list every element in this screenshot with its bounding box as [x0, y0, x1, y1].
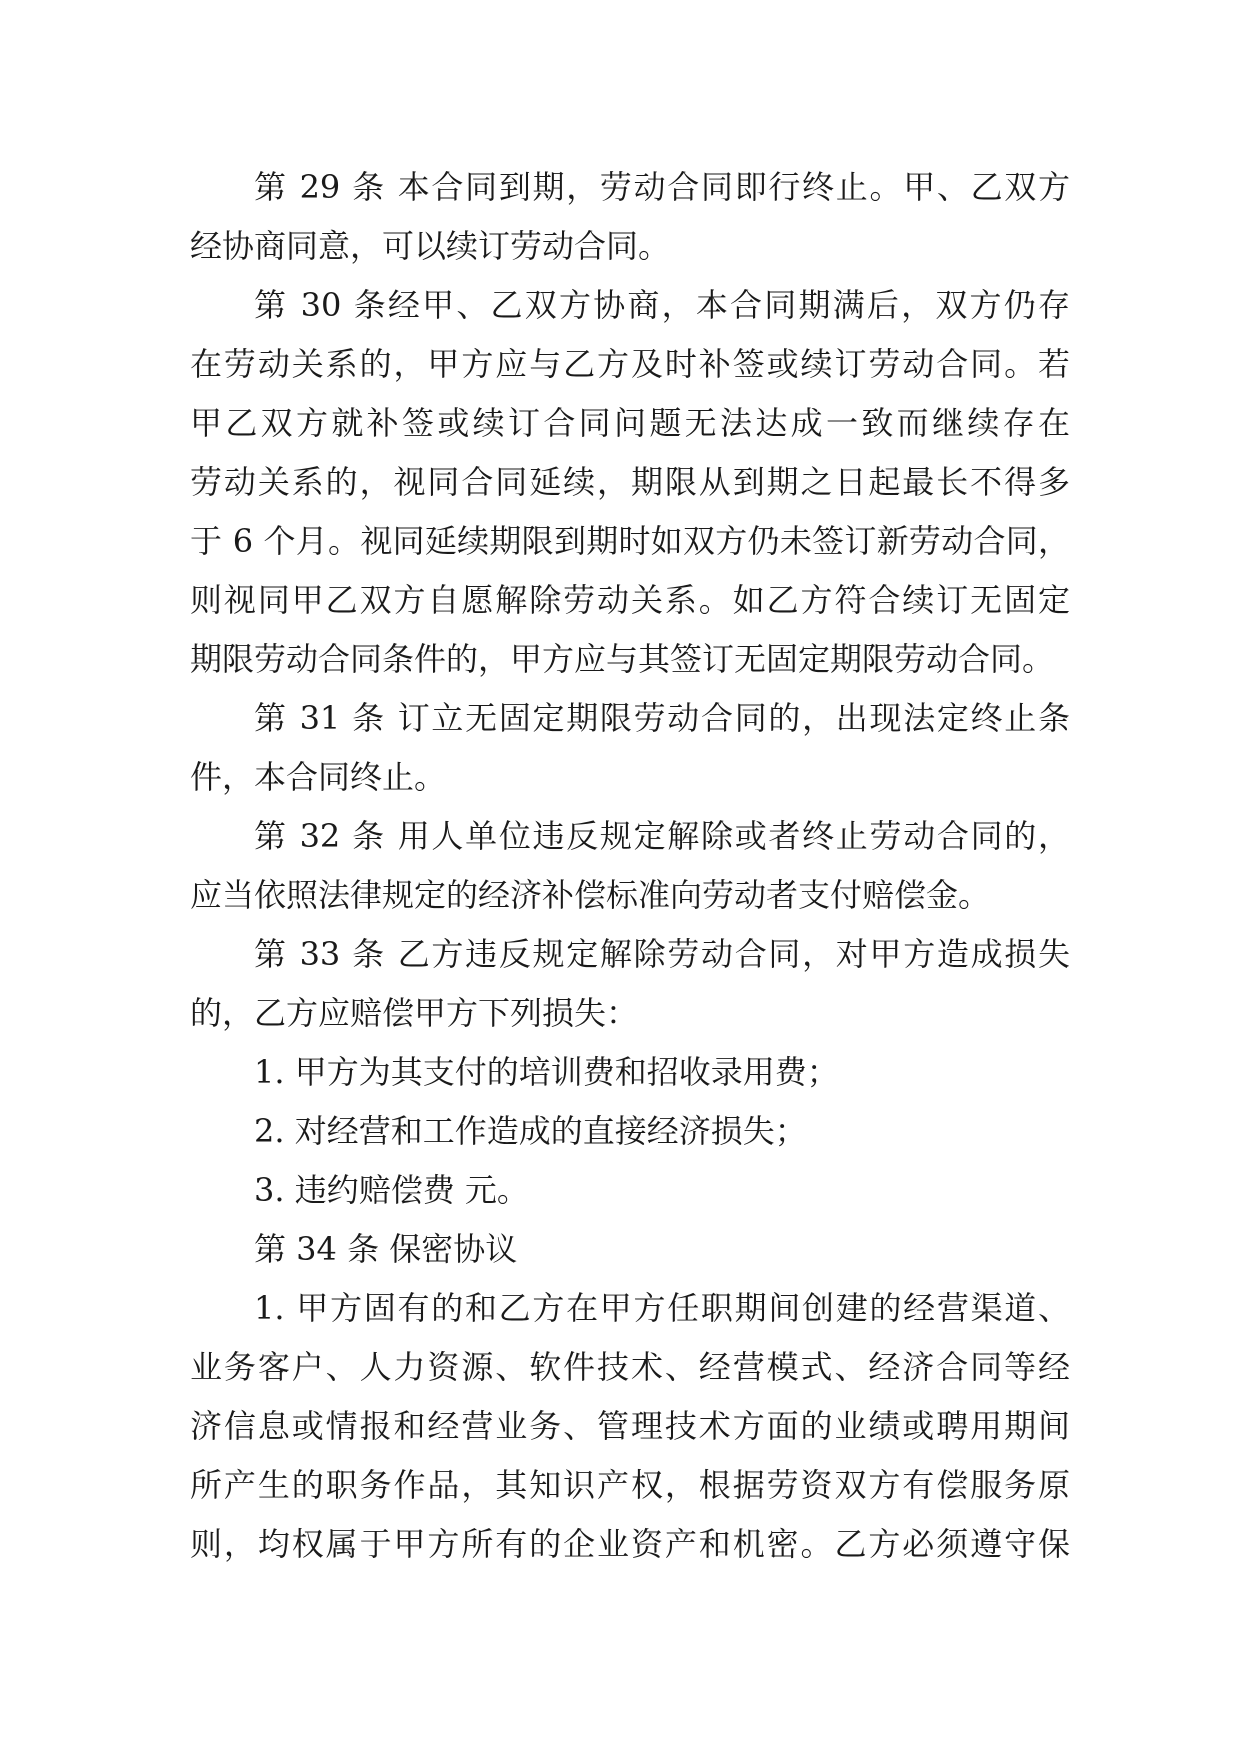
contract-text [190, 158, 1070, 1574]
text-line: 经协商同意，可以续订劳动合同。 [190, 227, 671, 265]
text-line: 1. 甲方固有的和乙方在甲方任职期间创建的经营渠道、 [254, 1289, 1070, 1327]
text-line: 期限劳动合同条件的，甲方应与其签订无固定期限劳动合同。 [190, 640, 1055, 678]
text-line: 3. 违约赔偿费 元。 [254, 1171, 529, 1209]
text-line: 业务客户、人力资源、软件技术、经营模式、经济合同等经 [190, 1348, 1070, 1386]
text-line: 劳动关系的，视同合同延续，期限从到期之日起最长不得多 [190, 463, 1070, 501]
text-line: 第 29 条 本合同到期，劳动合同即行终止。甲、乙双方 [254, 168, 1070, 206]
text-line: 第 34 条 保密协议 [254, 1230, 518, 1268]
text-line: 济信息或情报和经营业务、管理技术方面的业绩或聘用期间 [190, 1407, 1070, 1445]
text-line: 2. 对经营和工作造成的直接经济损失； [254, 1112, 807, 1150]
text-line: 第 31 条 订立无固定期限劳动合同的，出现法定终止条 [254, 699, 1070, 737]
text-line: 于 6 个月。视同延续期限到期时如双方仍未签订新劳动合同， [190, 522, 1070, 560]
text-line: 甲乙双方就补签或续订合同问题无法达成一致而继续存在 [190, 404, 1070, 442]
text-line: 则，均权属于甲方所有的企业资产和机密。乙方必须遵守保 [190, 1525, 1070, 1563]
text-line: 所产生的职务作品，其知识产权，根据劳资双方有偿服务原 [190, 1466, 1070, 1504]
text-line: 在劳动关系的，甲方应与乙方及时补签或续订劳动合同。若 [190, 345, 1070, 383]
text-line: 的，乙方应赔偿甲方下列损失： [190, 994, 639, 1032]
text-line: 件，本合同终止。 [190, 758, 447, 796]
text-line: 第 32 条 用人单位违反规定解除或者终止劳动合同的， [254, 817, 1070, 855]
text-line: 应当依照法律规定的经济补偿标准向劳动者支付赔偿金。 [190, 876, 991, 914]
text-line: 第 30 条经甲、乙双方协商，本合同期满后，双方仍存 [254, 286, 1070, 324]
text-line: 则视同甲乙双方自愿解除劳动关系。如乙方符合续订无固定 [190, 581, 1070, 619]
text-line: 第 33 条 乙方违反规定解除劳动合同，对甲方造成损失 [254, 935, 1070, 973]
text-line: 1. 甲方为其支付的培训费和招收录用费； [254, 1053, 839, 1091]
